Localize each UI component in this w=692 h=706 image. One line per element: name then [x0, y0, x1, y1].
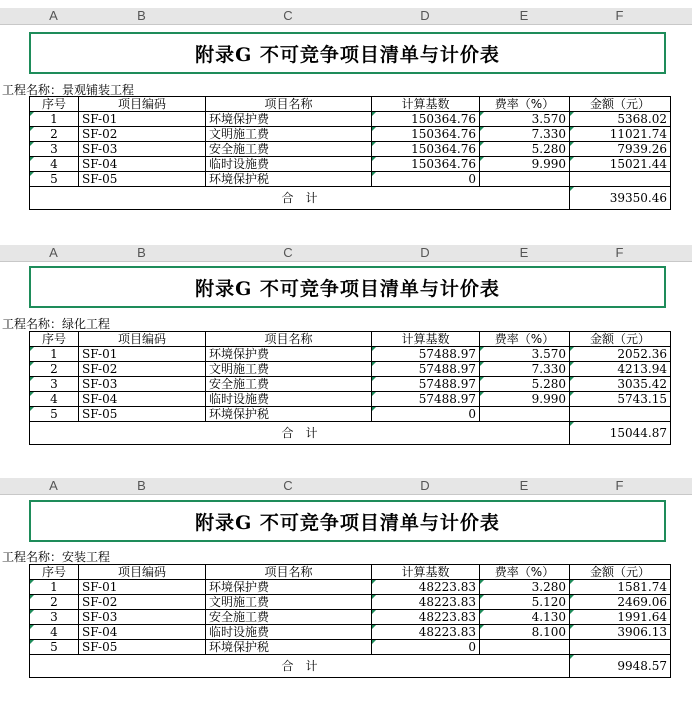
- column-header-c[interactable]: C: [283, 478, 293, 493]
- cell-rate[interactable]: 3.570: [480, 112, 570, 127]
- cell-code[interactable]: SF-05: [79, 640, 206, 655]
- cell-amount[interactable]: 5743.15: [570, 392, 671, 407]
- table-row: [30, 580, 671, 595]
- cell-seq[interactable]: 2: [30, 595, 79, 610]
- cell-name[interactable]: 文明施工费: [206, 127, 372, 142]
- cell-seq[interactable]: 4: [30, 157, 79, 172]
- cell-amount[interactable]: 7939.26: [570, 142, 671, 157]
- column-header-e[interactable]: E: [519, 478, 529, 493]
- header-code[interactable]: 项目编码: [79, 97, 206, 112]
- table-row: [30, 127, 671, 142]
- cell-name[interactable]: 安全施工费: [206, 142, 372, 157]
- column-header-e[interactable]: E: [519, 245, 529, 260]
- cell-rate[interactable]: 9.990: [480, 157, 570, 172]
- cell-amount[interactable]: 1991.64: [570, 610, 671, 625]
- header-name[interactable]: 项目名称: [206, 97, 372, 112]
- cell-name[interactable]: 安全施工费: [206, 377, 372, 392]
- total-row: [30, 655, 671, 678]
- cell-base[interactable]: 57488.97: [372, 347, 480, 362]
- column-header-d[interactable]: D: [420, 8, 430, 23]
- cell-base[interactable]: 48223.83: [372, 595, 480, 610]
- cell-rate[interactable]: 9.990: [480, 392, 570, 407]
- total-label[interactable]: 合 计: [30, 187, 570, 210]
- cell-seq[interactable]: 2: [30, 127, 79, 142]
- cell-code[interactable]: SF-05: [79, 407, 206, 422]
- cell-code[interactable]: SF-03: [79, 377, 206, 392]
- cell-base[interactable]: 0: [372, 640, 480, 655]
- table-row: [30, 157, 671, 172]
- table-row: [30, 347, 671, 362]
- cell-seq[interactable]: 5: [30, 407, 79, 422]
- table-header-row: [30, 97, 671, 112]
- cell-code[interactable]: SF-04: [79, 392, 206, 407]
- cell-amount[interactable]: [570, 172, 671, 187]
- header-rate[interactable]: 费率（%）: [480, 565, 570, 580]
- cell-rate[interactable]: [480, 172, 570, 187]
- table-row: [30, 610, 671, 625]
- sheet-title[interactable]: 附录G 不可竞争项目清单与计价表: [29, 266, 666, 308]
- table-header-row: [30, 565, 671, 580]
- cell-rate[interactable]: 7.330: [480, 127, 570, 142]
- column-header-f[interactable]: F: [615, 478, 624, 493]
- cell-seq[interactable]: 3: [30, 377, 79, 392]
- total-amount[interactable]: 9948.57: [570, 655, 671, 678]
- cell-code[interactable]: SF-04: [79, 625, 206, 640]
- cell-seq[interactable]: 1: [30, 580, 79, 595]
- cell-name[interactable]: 文明施工费: [206, 595, 372, 610]
- header-rate[interactable]: 费率（%）: [480, 332, 570, 347]
- cell-base[interactable]: 0: [372, 407, 480, 422]
- cell-name[interactable]: 环境保护税: [206, 640, 372, 655]
- project-name: 工程名称：绿化工程: [2, 317, 111, 331]
- cell-code[interactable]: SF-05: [79, 172, 206, 187]
- project-name: 工程名称：安装工程: [2, 550, 111, 564]
- cell-amount[interactable]: 2469.06: [570, 595, 671, 610]
- cell-amount[interactable]: 3906.13: [570, 625, 671, 640]
- cell-rate[interactable]: 8.100: [480, 625, 570, 640]
- cell-amount[interactable]: 3035.42: [570, 377, 671, 392]
- cell-seq[interactable]: 5: [30, 172, 79, 187]
- column-header-a[interactable]: A: [49, 245, 58, 260]
- sheet-block: [0, 245, 692, 460]
- total-amount[interactable]: 39350.46: [570, 187, 671, 210]
- table-row: [30, 172, 671, 187]
- table-row: [30, 595, 671, 610]
- column-header-c[interactable]: C: [283, 245, 293, 260]
- cell-amount[interactable]: 2052.36: [570, 347, 671, 362]
- cell-amount[interactable]: [570, 640, 671, 655]
- cell-base[interactable]: 48223.83: [372, 580, 480, 595]
- header-base[interactable]: 计算基数: [372, 565, 480, 580]
- table-row: [30, 625, 671, 640]
- cell-base[interactable]: 57488.97: [372, 362, 480, 377]
- cell-base[interactable]: 150364.76: [372, 157, 480, 172]
- cell-amount[interactable]: 4213.94: [570, 362, 671, 377]
- cell-code[interactable]: SF-02: [79, 595, 206, 610]
- header-base[interactable]: 计算基数: [372, 97, 480, 112]
- total-label[interactable]: 合 计: [30, 655, 570, 678]
- column-header-d[interactable]: D: [420, 245, 430, 260]
- cell-name[interactable]: 环境保护费: [206, 112, 372, 127]
- cell-rate[interactable]: 4.130: [480, 610, 570, 625]
- column-header-row: [0, 8, 692, 25]
- cell-rate[interactable]: 3.280: [480, 580, 570, 595]
- header-amount[interactable]: 金额（元）: [570, 97, 671, 112]
- column-header-b[interactable]: B: [137, 245, 146, 260]
- table-row: [30, 112, 671, 127]
- column-header-b[interactable]: B: [137, 8, 146, 23]
- cell-code[interactable]: SF-01: [79, 580, 206, 595]
- table-row: [30, 377, 671, 392]
- cell-base[interactable]: 48223.83: [372, 625, 480, 640]
- column-header-d[interactable]: D: [420, 478, 430, 493]
- cell-amount[interactable]: 1581.74: [570, 580, 671, 595]
- column-header-f[interactable]: F: [615, 8, 624, 23]
- cell-seq[interactable]: 2: [30, 362, 79, 377]
- cell-name[interactable]: 环境保护费: [206, 347, 372, 362]
- cell-rate[interactable]: [480, 640, 570, 655]
- total-row: [30, 422, 671, 445]
- cell-seq[interactable]: 1: [30, 112, 79, 127]
- cell-name[interactable]: 环境保护税: [206, 172, 372, 187]
- cell-code[interactable]: SF-02: [79, 362, 206, 377]
- cell-name[interactable]: 环境保护费: [206, 580, 372, 595]
- cell-amount[interactable]: [570, 407, 671, 422]
- cell-code[interactable]: SF-01: [79, 112, 206, 127]
- cell-rate[interactable]: 3.570: [480, 347, 570, 362]
- cell-rate[interactable]: 5.280: [480, 377, 570, 392]
- header-seq[interactable]: 序号: [30, 97, 79, 112]
- total-row: [30, 187, 671, 210]
- header-seq[interactable]: 序号: [30, 565, 79, 580]
- cell-base[interactable]: 57488.97: [372, 377, 480, 392]
- header-code[interactable]: 项目编码: [79, 565, 206, 580]
- header-name[interactable]: 项目名称: [206, 332, 372, 347]
- cell-name[interactable]: 临时设施费: [206, 392, 372, 407]
- table-row: [30, 407, 671, 422]
- table-row: [30, 392, 671, 407]
- cell-name[interactable]: 临时设施费: [206, 157, 372, 172]
- column-header-e[interactable]: E: [519, 8, 529, 23]
- cell-rate[interactable]: 5.120: [480, 595, 570, 610]
- cell-name[interactable]: 安全施工费: [206, 610, 372, 625]
- cell-base[interactable]: 57488.97: [372, 392, 480, 407]
- cell-code[interactable]: SF-01: [79, 347, 206, 362]
- cell-rate[interactable]: [480, 407, 570, 422]
- total-amount[interactable]: 15044.87: [570, 422, 671, 445]
- cell-seq[interactable]: 3: [30, 610, 79, 625]
- cell-name[interactable]: 临时设施费: [206, 625, 372, 640]
- cell-amount[interactable]: 5368.02: [570, 112, 671, 127]
- cell-rate[interactable]: 5.280: [480, 142, 570, 157]
- table-row: [30, 640, 671, 655]
- column-header-row: [0, 245, 692, 262]
- column-header-c[interactable]: C: [283, 8, 293, 23]
- header-rate[interactable]: 费率（%）: [480, 97, 570, 112]
- sheet-block: [0, 8, 692, 228]
- table-header-row: [30, 332, 671, 347]
- sheet-title[interactable]: 附录G 不可竞争项目清单与计价表: [29, 500, 666, 542]
- column-header-a[interactable]: A: [49, 8, 58, 23]
- cell-base[interactable]: 0: [372, 172, 480, 187]
- cell-code[interactable]: SF-03: [79, 142, 206, 157]
- project-name: 工程名称：景观铺装工程: [2, 83, 135, 97]
- column-header-a[interactable]: A: [49, 478, 58, 493]
- cell-code[interactable]: SF-04: [79, 157, 206, 172]
- header-seq[interactable]: 序号: [30, 332, 79, 347]
- cell-base[interactable]: 150364.76: [372, 127, 480, 142]
- header-amount[interactable]: 金额（元）: [570, 565, 671, 580]
- column-header-f[interactable]: F: [615, 245, 624, 260]
- table-row: [30, 362, 671, 377]
- header-name[interactable]: 项目名称: [206, 565, 372, 580]
- cell-seq[interactable]: 4: [30, 392, 79, 407]
- cell-seq[interactable]: 1: [30, 347, 79, 362]
- column-header-row: [0, 478, 692, 495]
- cell-seq[interactable]: 3: [30, 142, 79, 157]
- cell-code[interactable]: SF-03: [79, 610, 206, 625]
- cell-amount[interactable]: 11021.74: [570, 127, 671, 142]
- cell-base[interactable]: 48223.83: [372, 610, 480, 625]
- cell-seq[interactable]: 4: [30, 625, 79, 640]
- cell-base[interactable]: 150364.76: [372, 112, 480, 127]
- table-row: [30, 142, 671, 157]
- cell-seq[interactable]: 5: [30, 640, 79, 655]
- cell-name[interactable]: 环境保护税: [206, 407, 372, 422]
- cell-amount[interactable]: 15021.44: [570, 157, 671, 172]
- cell-rate[interactable]: 7.330: [480, 362, 570, 377]
- header-base[interactable]: 计算基数: [372, 332, 480, 347]
- pricing-table: [29, 96, 671, 210]
- header-code[interactable]: 项目编码: [79, 332, 206, 347]
- cell-code[interactable]: SF-02: [79, 127, 206, 142]
- sheet-block: [0, 478, 692, 693]
- cell-name[interactable]: 文明施工费: [206, 362, 372, 377]
- sheet-title[interactable]: 附录G 不可竞争项目清单与计价表: [29, 32, 666, 74]
- total-label[interactable]: 合 计: [30, 422, 570, 445]
- cell-base[interactable]: 150364.76: [372, 142, 480, 157]
- column-header-b[interactable]: B: [137, 478, 146, 493]
- pricing-table: [29, 331, 671, 445]
- header-amount[interactable]: 金额（元）: [570, 332, 671, 347]
- pricing-table: [29, 564, 671, 678]
